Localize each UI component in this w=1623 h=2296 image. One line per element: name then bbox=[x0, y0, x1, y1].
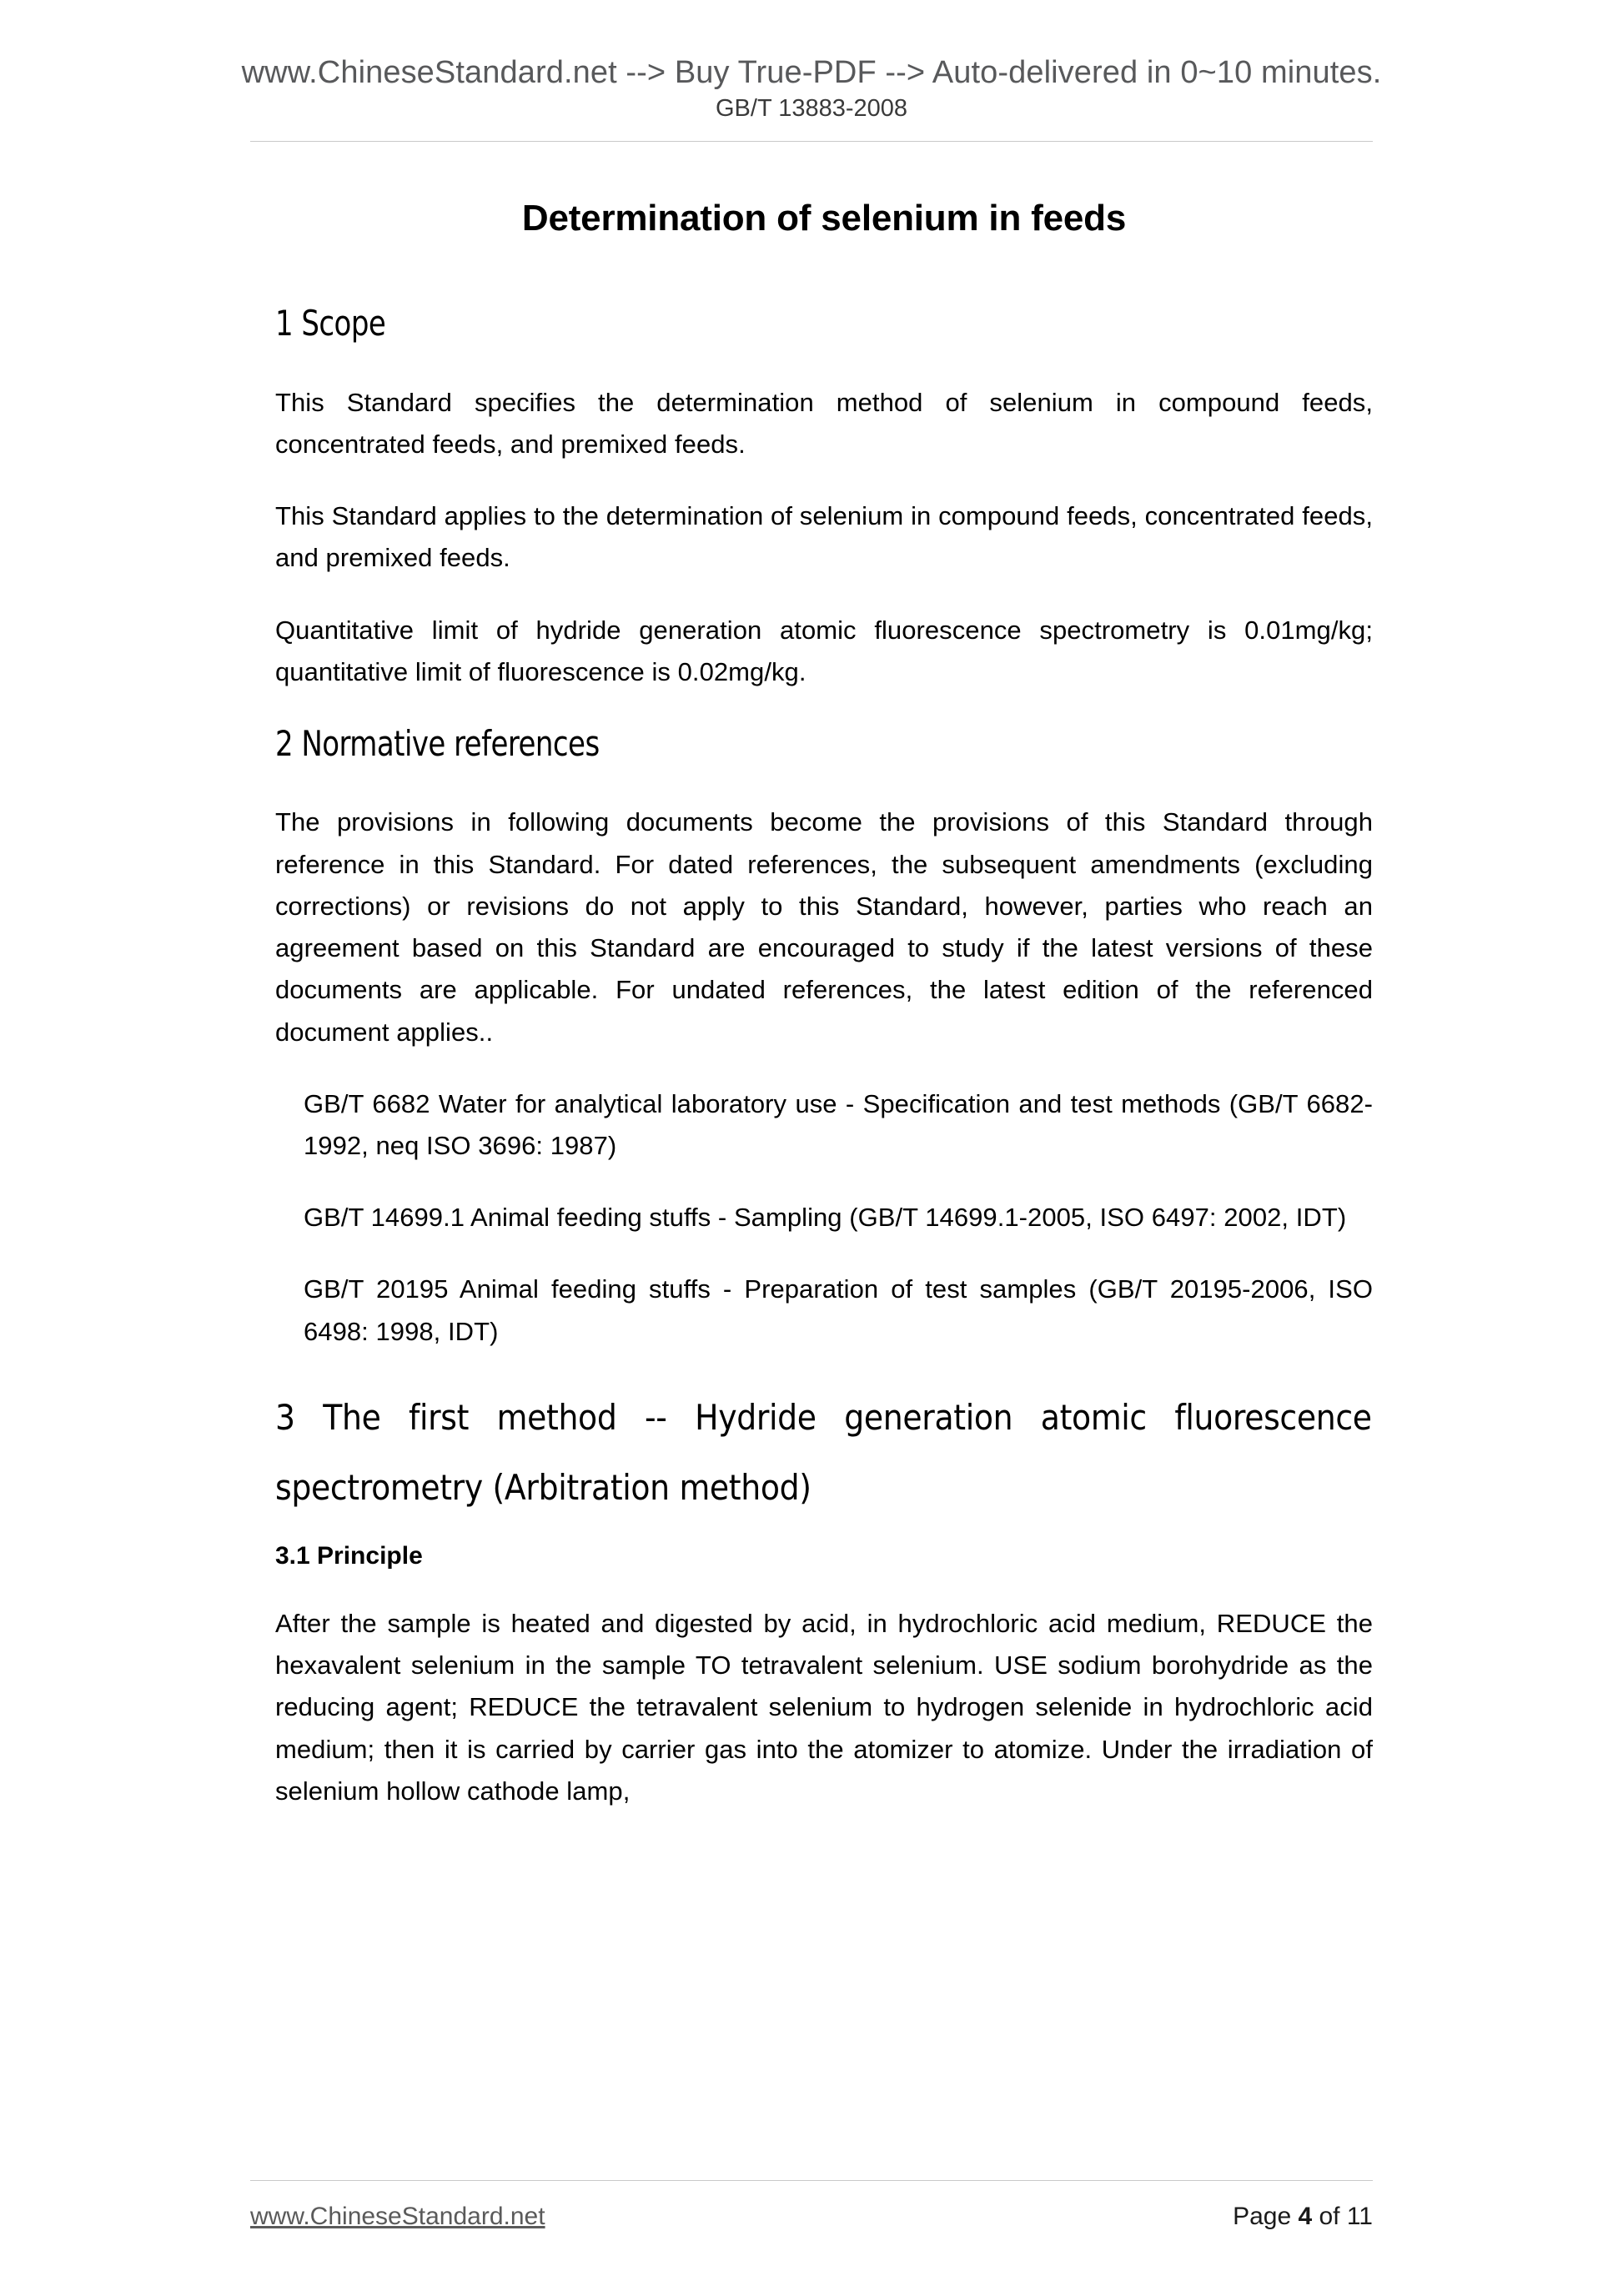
heading-principle: 3.1 Principle bbox=[275, 1541, 423, 1570]
normative-reference-list bbox=[275, 1083, 1373, 1353]
header-watermark-text: www.ChineseStandard.net --> Buy True-PDF --> Auto-delivered in 0~10 minutes. bbox=[241, 55, 1382, 90]
scope-paragraph-2: This Standard applies to the determination of selenium in compound feeds, concentrated feeds, and premixed feeds. bbox=[275, 501, 1373, 573]
page-header bbox=[0, 0, 1623, 142]
document-title: Determination of selenium in feeds bbox=[521, 198, 1127, 239]
scope-paragraph-3: Quantitative limit of hydride generation atomic fluorescence spectrometry is 0.01mg/kg; quantitative limit of fluorescence is 0.02mg/kg. bbox=[275, 615, 1373, 686]
footer-page-indicator bbox=[1233, 2203, 1373, 2231]
footer-page-number: 4 bbox=[1298, 2203, 1313, 2230]
reference-item: GB/T 20195 Animal feeding stuffs - Preparation of test samples (GB/T 20195-2006, ISO 6498: 1998, IDT) bbox=[304, 1274, 1373, 1346]
reference-item: GB/T 14699.1 Animal feeding stuffs - Sampling (GB/T 14699.1-2005, ISO 6497: 2002, IDT) bbox=[304, 1203, 1347, 1233]
footer-page-prefix: Page bbox=[1233, 2203, 1299, 2230]
footer-row bbox=[250, 2203, 1373, 2231]
heading-normative-references: 2 Normative references bbox=[275, 723, 600, 765]
normative-references-paragraph: The provisions in following documents become the provisions of this Standard through reference in this Standard. For dated references, the subsequent amendments (excluding corrections) or revisions do not apply to this Standard, however, parties who reach an agreement based on this Standard are encouraged to study if the latest versions of these documents are applicable. For undated references, the latest edition of the referenced document applies.. bbox=[275, 807, 1373, 1047]
header-standard-number: GB/T 13883-2008 bbox=[715, 94, 908, 122]
principle-paragraph: After the sample is heated and digested by acid, in hydrochloric acid medium, REDUCE the hexavalent selenium in the sample TO tetravalent selenium. USE sodium borohydride as the reducing agent; REDUCE the tetravalent selenium to hydrogen selenide in hydrochloric acid medium; then it is carried by carrier gas into the atomizer to atomize. Under the irradiation of selenium hollow cathode lamp, bbox=[275, 1608, 1373, 1806]
heading-method-one: 3 The first method -- Hydride generation atomic fluorescence spectrometry (Arbitration method) bbox=[275, 1396, 1372, 1508]
footer-site-link[interactable]: www.ChineseStandard.net bbox=[250, 2203, 545, 2230]
document-content bbox=[275, 142, 1373, 1812]
reference-item: GB/T 6682 Water for analytical laboratory use - Specification and test methods (GB/T 6682-1992, neq ISO 3696: 1987) bbox=[304, 1088, 1373, 1160]
footer-page-suffix: of 11 bbox=[1312, 2203, 1373, 2230]
heading-scope: 1 Scope bbox=[275, 303, 386, 344]
footer-divider bbox=[250, 2180, 1373, 2181]
scope-paragraph-1: This Standard specifies the determination method of selenium in compound feeds, concentrated feeds, and premixed feeds. bbox=[275, 387, 1373, 459]
page-footer bbox=[250, 2180, 1373, 2231]
